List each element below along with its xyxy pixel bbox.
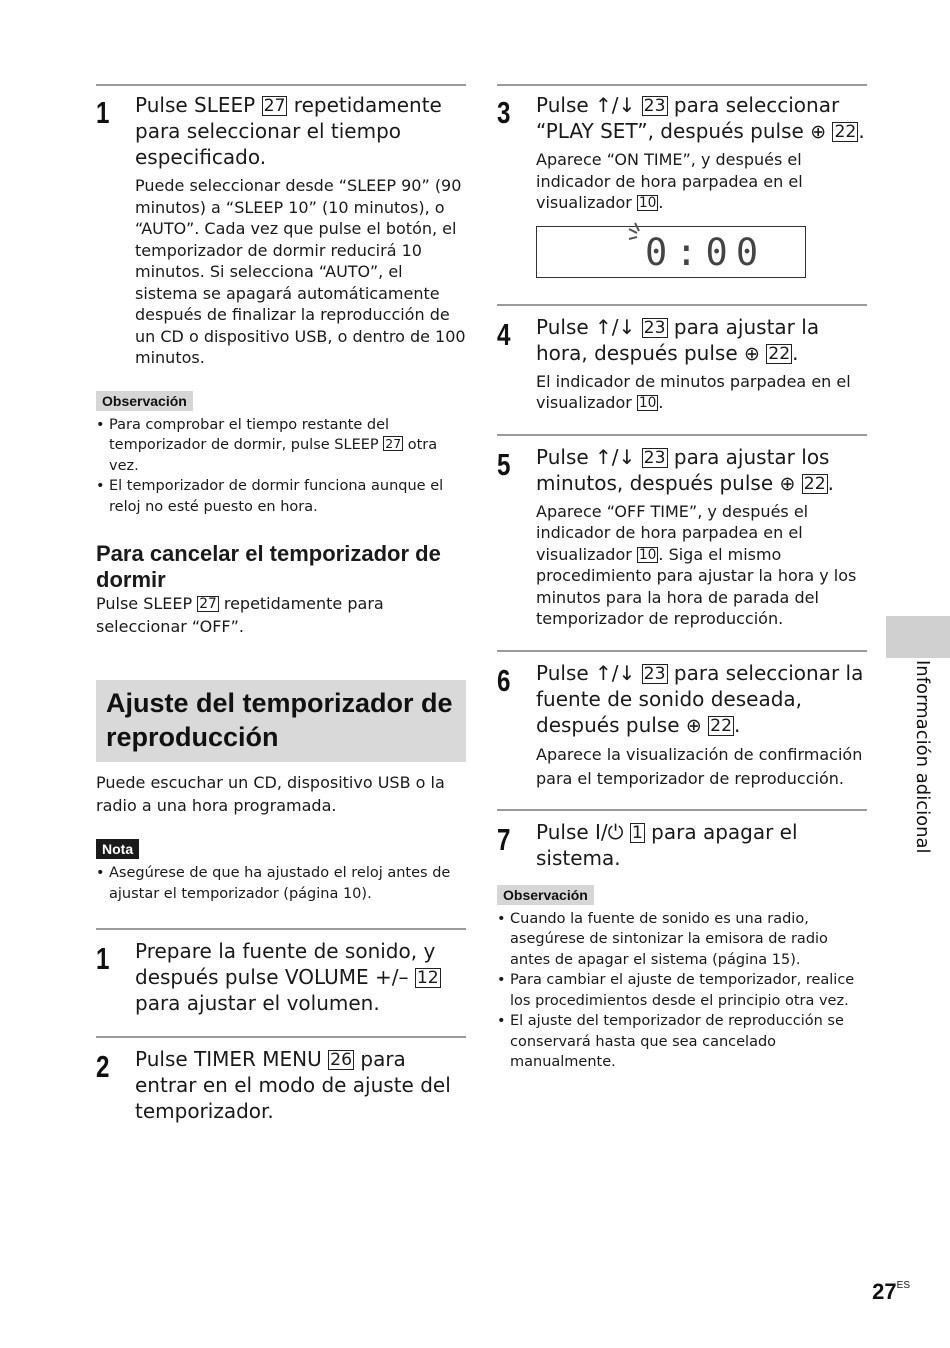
key-ref: 1 bbox=[631, 822, 643, 843]
up-down-arrow-icon: ↑/↓ bbox=[595, 444, 636, 469]
timer-step-4 bbox=[497, 314, 867, 414]
up-down-arrow-icon: ↑/↓ bbox=[595, 314, 636, 339]
display-digits: 0:00 bbox=[645, 230, 767, 274]
step-number: 2 bbox=[96, 1049, 110, 1084]
paragraph: Pulse SLEEP 27 repetidamente para seleccionar “OFF”. bbox=[96, 594, 384, 636]
note-item: • El temporizador de dormir funciona aunque el reloj no esté puesto en hora. bbox=[96, 476, 466, 517]
key-ref: 22 bbox=[834, 122, 857, 142]
note-label: Nota bbox=[96, 839, 139, 859]
step-title: Pulse TIMER MENU 26 para entrar en el modo de ajuste del temporizador. bbox=[135, 1047, 451, 1123]
key-ref: 27 bbox=[199, 596, 217, 612]
step-number: 5 bbox=[497, 446, 511, 482]
enter-button-icon: ⊕ bbox=[779, 472, 796, 495]
key-ref: 22 bbox=[803, 473, 826, 494]
observation-note bbox=[497, 885, 867, 1073]
divider bbox=[96, 84, 466, 86]
divider bbox=[497, 84, 867, 86]
key-ref: 10 bbox=[638, 395, 657, 411]
subheading: Para cancelar el temporizador de dormir bbox=[96, 541, 441, 592]
right-column bbox=[497, 84, 867, 1073]
note-item: • Asegúrese de que ha ajustado el reloj antes de ajustar el temporizador (página 10). bbox=[96, 863, 466, 904]
step-title: Pulse I/⏻ 1 para apagar el sistema. bbox=[536, 819, 798, 870]
enter-button-icon: ⊕ bbox=[685, 714, 702, 737]
observation-note bbox=[96, 391, 466, 518]
divider bbox=[96, 928, 466, 930]
key-ref: 23 bbox=[643, 317, 666, 338]
divider bbox=[497, 809, 867, 811]
divider bbox=[497, 434, 867, 436]
step-description: El indicador de minutos parpadea en el visualizador 10 . bbox=[536, 371, 851, 412]
divider bbox=[497, 650, 867, 652]
section-title-box bbox=[96, 680, 466, 762]
step-title: Pulse ↑/↓ 23 para seleccionar la fuente de sonido deseada, después pulse ⊕ 22 . bbox=[536, 660, 864, 737]
note-label: Observación bbox=[497, 885, 594, 905]
timer-step-7 bbox=[497, 819, 867, 871]
section-title: Ajuste del temporizador de reproducción bbox=[106, 688, 453, 752]
note-item: • Cuando la fuente de sonido es una radio, asegúrese de sintonizar la emisora de radio antes de apagar el sistema (página 15). bbox=[497, 909, 867, 971]
step-number: 1 bbox=[96, 95, 110, 130]
key-ref: 27 bbox=[385, 436, 402, 451]
key-ref: 12 bbox=[416, 968, 439, 988]
note-item: • Para comprobar el tiempo restante del temporizador de dormir, pulse SLEEP 27 otra vez. bbox=[96, 415, 466, 477]
note-item: • Para cambiar el ajuste de temporizador, realice los procedimientos desde el principio otra vez. bbox=[497, 970, 867, 1011]
up-down-arrow-icon: ↑/↓ bbox=[595, 93, 636, 117]
key-ref: 10 bbox=[638, 546, 657, 563]
display-illustration bbox=[536, 226, 806, 278]
left-column bbox=[96, 84, 466, 1124]
key-ref: 23 bbox=[643, 447, 666, 468]
key-ref: 22 bbox=[710, 715, 733, 736]
key-ref: 27 bbox=[263, 96, 286, 116]
timer-step-5 bbox=[497, 444, 867, 630]
enter-button-icon: ⊕ bbox=[744, 342, 760, 365]
step-description: Aparece la visualización de confirmación para el temporizador de reproducción. bbox=[536, 744, 863, 788]
page-number: $27^{ES}$ bbox=[872, 1279, 910, 1304]
timer-step-1 bbox=[96, 938, 466, 1016]
cancel-sleep-section bbox=[96, 541, 466, 638]
step-number: 4 bbox=[497, 316, 511, 352]
step-title: Pulse ↑/↓ 23 para seleccionar “PLAY SET”, después pulse ⊕ 22 . bbox=[536, 93, 865, 143]
nota-note bbox=[96, 839, 466, 904]
step-title: Pulse ↑/↓ 23 para ajustar la hora, después pulse ⊕ 22 . bbox=[536, 314, 820, 365]
step-number: 3 bbox=[497, 95, 511, 130]
step-description: Aparece “ON TIME”, y después el indicador de hora parpadea en el visualizador 10 . bbox=[536, 150, 803, 212]
key-ref: 22 bbox=[768, 343, 791, 364]
timer-step-2 bbox=[96, 1046, 466, 1124]
step-title: Pulse SLEEP 27 repetidamente para seleccionar el tiempo especificado. bbox=[135, 93, 442, 169]
enter-button-icon: ⊕ bbox=[810, 121, 827, 143]
key-ref: 10 bbox=[638, 195, 657, 211]
key-ref: 23 bbox=[643, 96, 666, 116]
up-down-arrow-icon: ↑/↓ bbox=[595, 660, 636, 685]
divider bbox=[497, 304, 867, 306]
step-description: Puede seleccionar desde “SLEEP 90” (90 minutos) a “SLEEP 10” (10 minutos), o “AUTO”. Cada vez que pulse el botón, el temporizador de dormir reducirá 10 minutos. Si selecciona “AUTO”, el sistema se apagará automáticamente después de finalizar la reproducción de un CD o dispositivo USB, o dentro de 100 minutos. bbox=[135, 176, 466, 367]
step-number: 7 bbox=[497, 821, 511, 857]
step-title: Prepare la fuente de sonido, y después pulse VOLUME +/– 12 para ajustar el volumen. bbox=[135, 939, 439, 1015]
divider bbox=[96, 1036, 466, 1038]
step-number: 6 bbox=[497, 662, 511, 698]
timer-step-6 bbox=[497, 660, 867, 791]
note-item: • El ajuste del temporizador de reproducción se conservará hasta que sea cancelado manualmente. bbox=[497, 1011, 867, 1073]
key-ref: 26 bbox=[330, 1050, 353, 1070]
step-title: Pulse ↑/↓ 23 para ajustar los minutos, después pulse ⊕ 22 . bbox=[536, 444, 835, 495]
key-ref: 23 bbox=[643, 663, 666, 684]
step-number: 1 bbox=[96, 941, 110, 976]
side-section-label: Información adicional bbox=[912, 660, 933, 854]
power-icon: I/⏻ bbox=[595, 819, 624, 844]
step-description: Aparece “OFF TIME”, y después el indicador de hora parpadea en el visualizador 10 . Siga el mismo procedimiento para ajustar la hora y los minutos para la hora de parada del temporizador de reproducción. bbox=[536, 501, 857, 628]
intro-paragraph: Puede escuchar un CD, dispositivo USB o la radio a una hora programada. bbox=[96, 773, 445, 815]
note-label: Observación bbox=[96, 391, 193, 411]
side-tab-marker bbox=[886, 616, 950, 658]
sleep-step-1 bbox=[96, 92, 466, 369]
timer-step-3 bbox=[497, 92, 867, 278]
